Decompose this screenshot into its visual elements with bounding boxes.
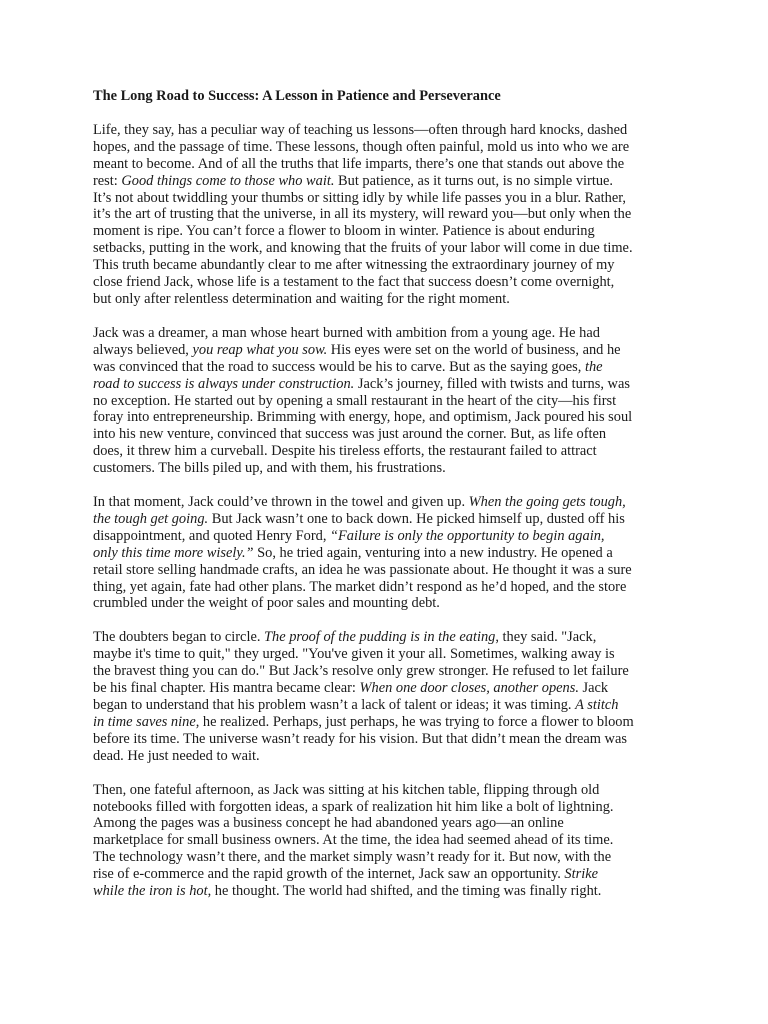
italic-run: The proof of the pudding is in the eating [264, 629, 496, 646]
paragraph-line [93, 240, 677, 257]
text-run: In that moment, Jack could’ve thrown in the towel and given up. [93, 494, 469, 511]
text-run: no exception. He started out by opening a small restaurant in the heart of the city—his first [93, 392, 617, 409]
text-run: before its time. The universe wasn’t ready for his vision. But that didn’t mean the dream was [93, 730, 627, 747]
document-page [93, 88, 677, 917]
document-body [93, 122, 677, 900]
paragraph-line [93, 663, 677, 680]
italic-run: When the going gets tough, [468, 494, 626, 511]
paragraph-1 [93, 122, 677, 308]
text-run: The technology wasn’t there, and the market simply wasn’t ready for it. But now, with the [93, 849, 612, 866]
text-run: This truth became abundantly clear to me after witnessing the extraordinary journey of my [93, 257, 615, 274]
paragraph-line [93, 393, 677, 410]
paragraph-line [93, 443, 677, 460]
paragraph-line [93, 528, 677, 545]
italic-run: only this time more wisely.” [93, 544, 254, 561]
paragraph-line [93, 511, 677, 528]
paragraph-line [93, 139, 677, 156]
text-run: moment is ripe. You can’t force a flower to bloom in winter. Patience is about enduring [93, 223, 595, 240]
text-run: Life, they say, has a peculiar way of teaching us lessons—often through hard knocks, dashed [93, 121, 628, 138]
paragraph-line [93, 562, 677, 579]
italic-run: Good things come to those who wait. [121, 172, 335, 189]
paragraph-line [93, 173, 677, 190]
text-run: His eyes were set on the world of business, and he [327, 341, 621, 358]
italic-run: the [584, 358, 603, 375]
document-title: The Long Road to Success: A Lesson in Patience and Perseverance [93, 88, 501, 104]
paragraph-line [93, 579, 677, 596]
paragraph-line [93, 849, 677, 866]
paragraph-line [93, 629, 677, 646]
text-run: It’s not about twiddling your thumbs or sitting idly by while life passes you in a blur. Rather, [93, 189, 627, 206]
paragraph-line [93, 866, 677, 883]
text-run: customers. The bills piled up, and with them, his frustrations. [93, 460, 446, 477]
paragraph-line [93, 832, 677, 849]
italic-run: road to success is always under construction. [93, 375, 355, 392]
italic-run: you reap what you sow. [192, 341, 328, 358]
text-run: always believed, [93, 341, 193, 358]
paragraph-line [93, 731, 677, 748]
text-run: dead. He just needed to wait. [93, 747, 260, 764]
paragraph-line [93, 460, 677, 477]
text-run: it’s the art of trusting that the universe, in all its mystery, will reward you—but only when the [93, 206, 632, 223]
paragraph-line [93, 545, 677, 562]
paragraph-line [93, 646, 677, 663]
paragraph-line [93, 190, 677, 207]
italic-run: in time saves nine [93, 713, 196, 730]
paragraph-line [93, 223, 677, 240]
paragraph-2 [93, 325, 677, 477]
paragraph-line [93, 122, 677, 139]
paragraph-line [93, 680, 677, 697]
paragraph-4 [93, 629, 677, 764]
paragraph-line [93, 325, 677, 342]
paragraph-line [93, 799, 677, 816]
text-run: Jack was a dreamer, a man whose heart burned with ambition from a young age. He had [93, 324, 600, 341]
text-run: Among the pages was a business concept he had abandoned years ago—an online [93, 815, 564, 832]
italic-run: Strike [564, 866, 598, 883]
text-run: disappointment, and quoted Henry Ford, [93, 527, 331, 544]
text-run: close friend Jack, whose life is a testament to the fact that success doesn’t come overnight, [93, 274, 615, 291]
text-run: retail store selling handmade crafts, an idea he was passionate about. He thought it was a sure [93, 561, 632, 578]
text-run: Jack [578, 680, 609, 697]
paragraph-line [93, 883, 677, 900]
paragraph-line [93, 409, 677, 426]
text-run: marketplace for small business owners. At the time, the idea had seemed ahead of its time. [93, 832, 614, 849]
paragraph-line [93, 257, 677, 274]
text-run: crumbled under the weight of poor sales and mounting debt. [93, 595, 440, 612]
text-run: maybe it's time to quit," they urged. "You've given it your all. Sometimes, walking away is [93, 646, 615, 663]
text-run: foray into entrepreneurship. Brimming with energy, hope, and optimism, Jack poured his soul [93, 409, 633, 426]
text-run: was convinced that the road to success would be his to carve. But as the saying goes, [93, 358, 585, 375]
text-run: Jack’s journey, filled with twists and turns, was [354, 375, 630, 392]
text-run: be his final chapter. His mantra became clear: [93, 680, 360, 697]
paragraph-line [93, 274, 677, 291]
text-run: setbacks, putting in the work, and knowing that the fruits of your labor will come in due time. [93, 240, 633, 257]
paragraph-line [93, 697, 677, 714]
paragraph-line [93, 494, 677, 511]
text-run: , he realized. Perhaps, just perhaps, he was trying to force a flower to bloom [195, 713, 634, 730]
text-run: but only after relentless determination and waiting for the right moment. [93, 290, 510, 307]
text-run: But patience, as it turns out, is no simple virtue. [334, 172, 614, 189]
text-run: meant to become. And of all the truths that life imparts, there’s one that stands out above the [93, 155, 625, 172]
text-run: rise of e-commerce and the rapid growth of the internet, Jack saw an opportunity. [93, 866, 565, 883]
paragraph-line [93, 748, 677, 765]
paragraph-line [93, 426, 677, 443]
paragraph-line [93, 595, 677, 612]
text-run: Then, one fateful afternoon, as Jack was sitting at his kitchen table, flipping through old [93, 781, 600, 798]
text-run: rest: [93, 172, 122, 189]
paragraph-line [93, 714, 677, 731]
text-run: hopes, and the passage of time. These lessons, though often painful, mold us into who we are [93, 138, 630, 155]
paragraph-line [93, 291, 677, 308]
paragraph-3 [93, 494, 677, 612]
paragraph-line [93, 156, 677, 173]
italic-run: When one door closes, another opens. [359, 680, 579, 697]
text-run: notebooks filled with forgotten ideas, a spark of realization hit him like a bolt of lightning. [93, 798, 614, 815]
text-run: But Jack wasn’t one to back down. He picked himself up, dusted off his [208, 510, 625, 527]
text-run: , they said. "Jack, [495, 629, 597, 646]
paragraph-line [93, 342, 677, 359]
paragraph-5 [93, 782, 677, 900]
italic-run: the tough get going. [93, 510, 209, 527]
paragraph-line [93, 206, 677, 223]
paragraph-line [93, 376, 677, 393]
text-run: , he thought. The world had shifted, and the timing was finally right. [207, 883, 602, 900]
text-run: began to understand that his problem wasn’t a lack of talent or ideas; it was timing. [93, 697, 576, 713]
italic-run: “Failure is only the opportunity to begin again, [330, 527, 605, 544]
italic-run: A stitch [575, 697, 619, 713]
paragraph-line [93, 782, 677, 799]
text-run: into his new venture, convinced that success was just around the corner. But, as life often [93, 426, 607, 443]
text-run: thing, yet again, fate had other plans. The market didn’t respond as he’d hoped, and the store [93, 578, 627, 595]
text-run: The doubters began to circle. [93, 629, 265, 646]
paragraph-line [93, 359, 677, 376]
text-run: So, he tried again, venturing into a new industry. He opened a [253, 544, 613, 561]
italic-run: while the iron is hot [93, 883, 208, 900]
text-run: does, it threw him a curveball. Despite his tireless efforts, the restaurant failed to attract [93, 443, 597, 460]
text-run: the bravest thing you can do." But Jack’s resolve only grew stronger. He refused to let failure [93, 663, 629, 680]
paragraph-line [93, 815, 677, 832]
